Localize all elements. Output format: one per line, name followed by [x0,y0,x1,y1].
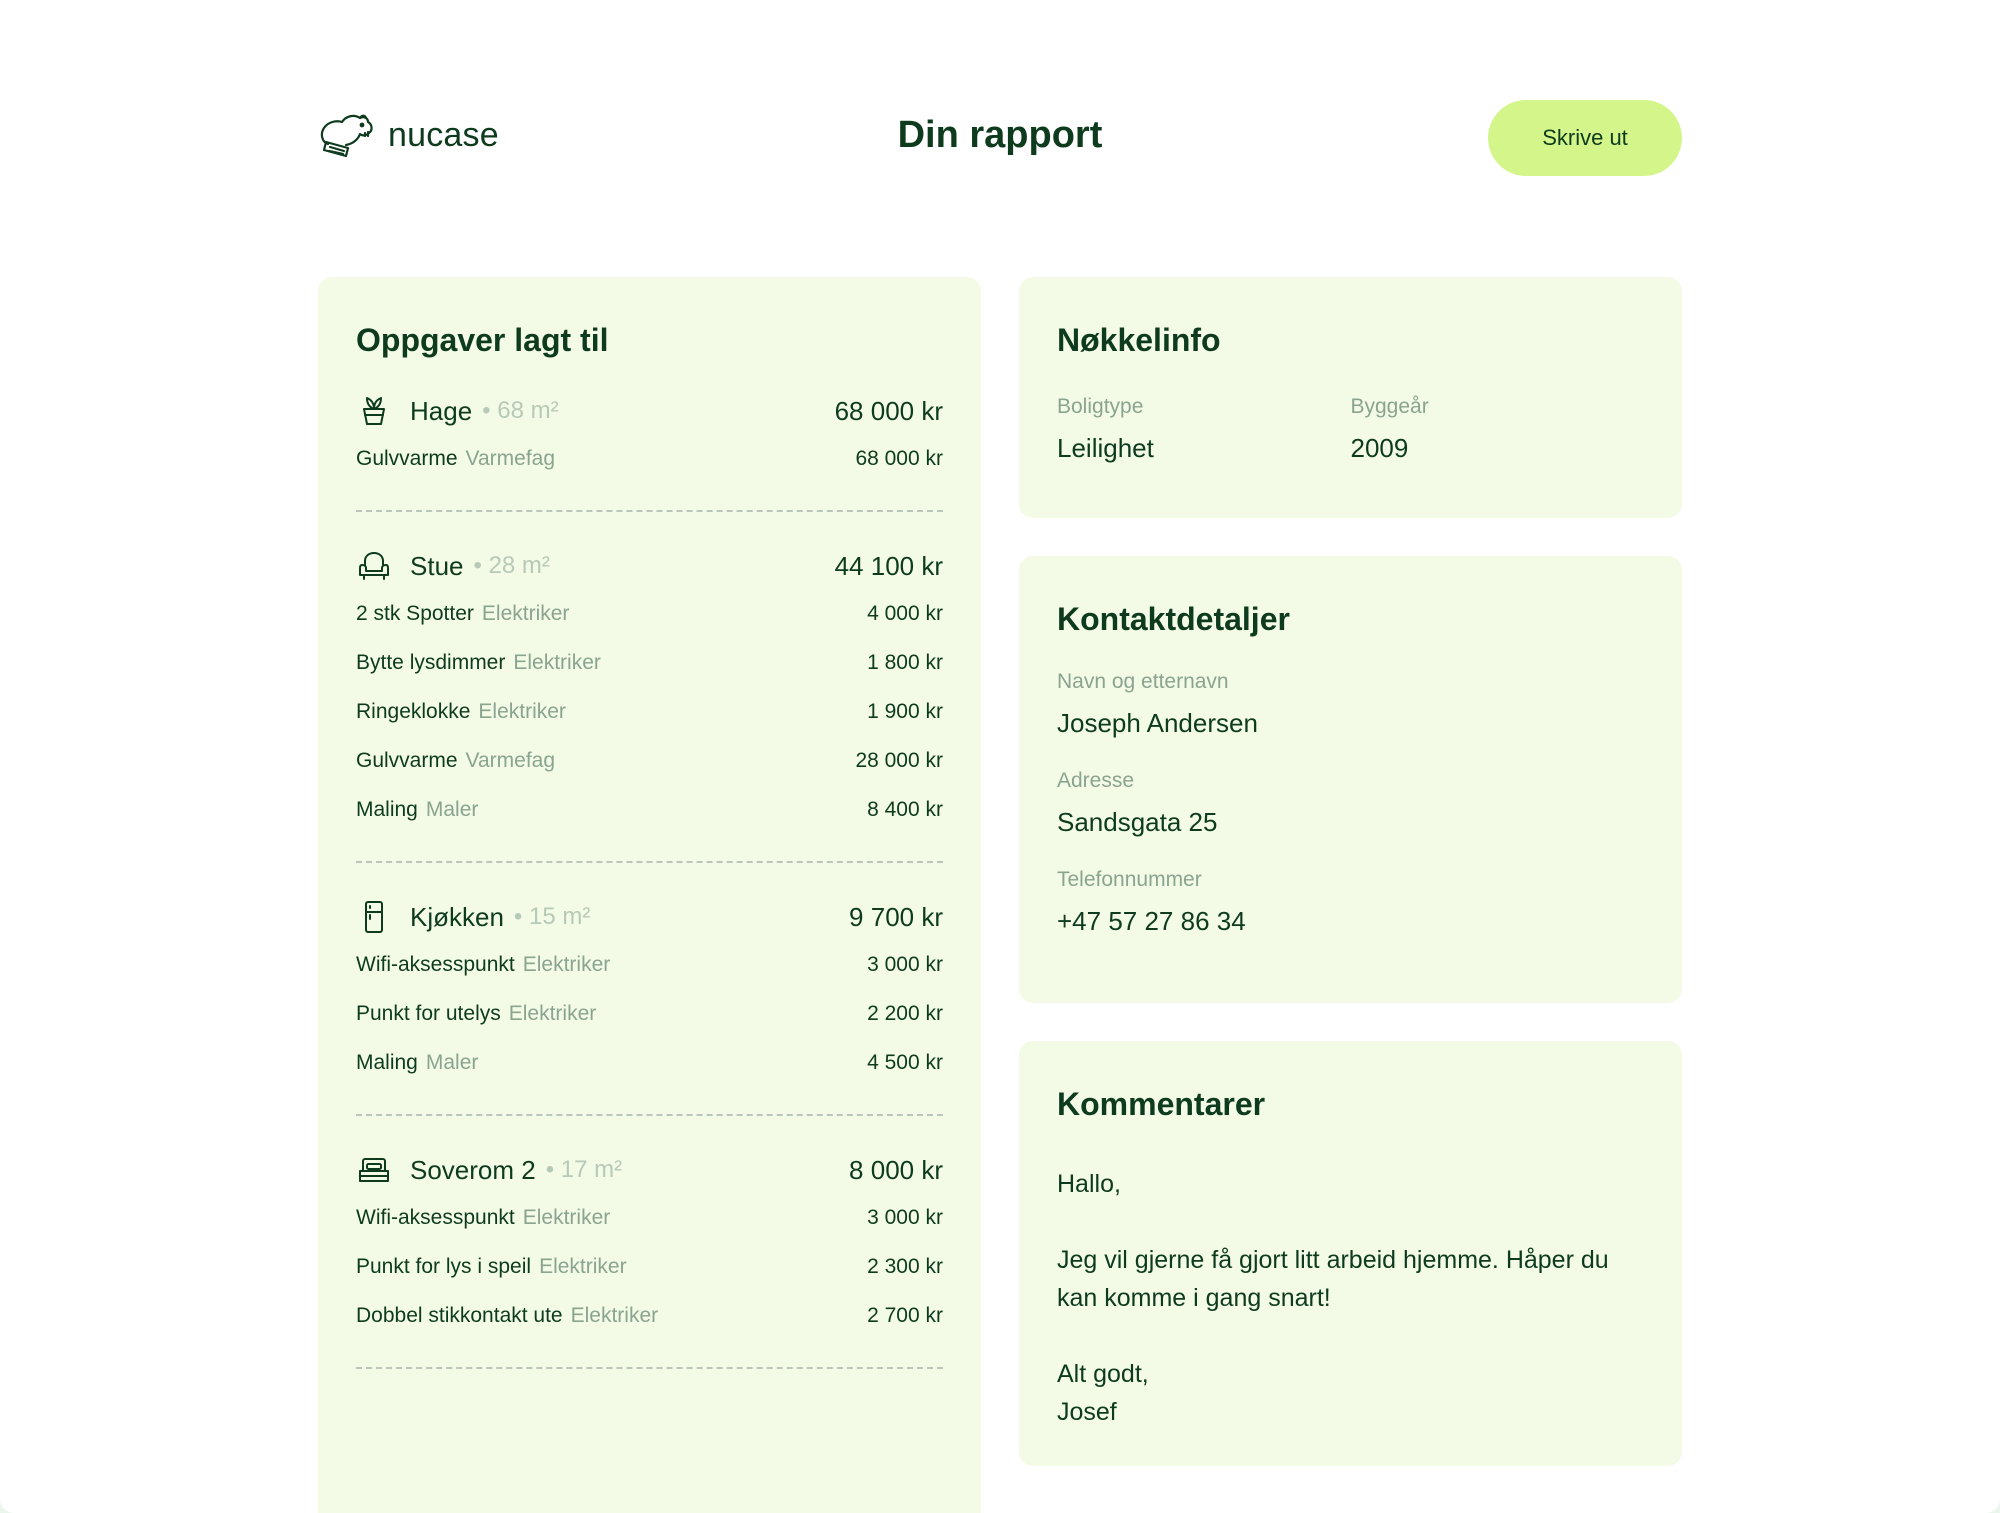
task-trade: Elektriker [570,1304,659,1327]
task-trade: Elektriker [513,651,601,674]
room-header [356,893,943,941]
task-price: 1 900 kr [867,700,943,723]
tasks-card-title: Oppgaver lagt til [356,322,609,358]
task-trade: Elektriker [508,1002,597,1025]
contact-card [1019,556,1682,1003]
task-price: 2 700 kr [867,1304,943,1327]
key-info-title: Nøkkelinfo [1057,322,1221,358]
header [318,100,1682,178]
task-price: 4 000 kr [867,602,943,625]
build-year-label: Byggeår [1350,395,1429,418]
task-trade: Varmefag [465,447,556,470]
address-label: Adresse [1057,769,1135,792]
room-name: Stue [410,550,464,581]
task-price: 68 000 kr [855,447,943,470]
divider [356,861,943,863]
task-name: Gulvvarme [356,447,458,470]
key-info-grid [1057,395,1644,464]
task-row [356,941,943,990]
bed-icon [356,1152,392,1188]
room-header [356,387,943,435]
room-area: • 68 m² [482,397,559,424]
room-total: 44 100 kr [834,550,943,581]
fridge-icon [356,899,392,935]
task-name: Bytte lysdimmer [356,651,506,674]
divider [356,1114,943,1116]
task-trade: Elektriker [522,953,611,976]
task-row [356,1194,943,1243]
task-name: Wifi-aksesspunkt [356,1206,515,1229]
room-soverom-2 [356,1146,943,1341]
task-trade: Elektriker [478,700,566,723]
armchair-icon [356,548,392,584]
task-name: Dobbel stikkontakt ute [356,1304,563,1327]
room-area: • 17 m² [545,1156,623,1183]
logo-text: nucase [388,115,499,154]
task-row [356,1292,943,1341]
room-header [356,542,943,590]
name-value: Joseph Andersen [1057,708,1258,738]
task-row [356,1039,943,1088]
task-trade: Elektriker [539,1255,627,1278]
task-trade: Elektriker [481,602,570,625]
room-header [356,1146,943,1194]
room-area: • 15 m² [513,903,591,930]
task-row [356,737,943,786]
room-kjokken [356,893,943,1088]
task-row [356,1243,943,1292]
page-title: Din rapport [897,114,1103,156]
tasks-card [318,277,981,1513]
task-name: Ringeklokke [356,700,471,723]
address-field [1057,769,1644,838]
task-trade: Maler [425,798,479,821]
task-price: 1 800 kr [867,651,943,674]
comment-text: Hallo, Jeg vil gjerne få gjort litt arbeid hjemme. Håper du kan komme i gang snart! Alt godt, Josef [1057,1170,1609,1426]
room-stue [356,542,943,835]
name-label: Navn og etternavn [1057,670,1229,693]
task-row [356,990,943,1039]
task-row [356,639,943,688]
room-total: 8 000 kr [849,1154,943,1185]
room-area: • 28 m² [473,552,550,579]
room-name: Kjøkken [410,901,504,932]
task-row [356,688,943,737]
task-name: Maling [356,798,418,821]
task-price: 4 500 kr [867,1051,943,1074]
task-trade: Varmefag [465,749,556,772]
housing-type-value: Leilighet [1057,433,1154,463]
contact-title: Kontaktdetaljer [1057,601,1290,637]
build-year-field [1351,395,1645,464]
phone-label: Telefonnummer [1057,868,1202,891]
task-name: Gulvvarme [356,749,458,772]
task-price: 3 000 kr [867,953,943,976]
task-price: 2 200 kr [867,1002,943,1025]
comments-title: Kommentarer [1057,1086,1266,1122]
task-price: 28 000 kr [855,749,943,772]
task-trade: Elektriker [522,1206,611,1229]
print-button[interactable]: Skrive ut [1488,100,1682,176]
room-total: 9 700 kr [849,901,943,932]
comments-card [1019,1041,1682,1466]
address-value: Sandsgata 25 [1057,807,1218,837]
name-field [1057,670,1644,739]
housing-type-field [1057,395,1351,464]
plant-pot-icon [356,393,392,429]
task-name: Wifi-aksesspunkt [356,953,515,976]
task-name: Maling [356,1051,418,1074]
task-name: Punkt for utelys [356,1002,501,1025]
phone-value: +47 57 27 86 34 [1057,906,1246,936]
room-name: Soverom 2 [410,1154,536,1185]
build-year-value: 2009 [1350,433,1409,463]
task-name: Punkt for lys i speil [356,1255,532,1278]
task-price: 3 000 kr [867,1206,943,1229]
phone-field [1057,868,1644,937]
task-row [356,435,943,484]
housing-type-label: Boligtype [1057,395,1144,418]
task-price: 8 400 kr [867,798,943,821]
key-info-card [1019,277,1682,518]
room-name: Hage [410,395,473,426]
task-row [356,786,943,835]
task-row [356,590,943,639]
room-hage [356,387,943,484]
task-price: 2 300 kr [867,1255,943,1278]
room-total: 68 000 kr [834,395,943,426]
task-trade: Maler [425,1051,479,1074]
divider [356,510,943,512]
task-name: 2 stk Spotter [356,602,474,625]
divider [356,1367,943,1369]
